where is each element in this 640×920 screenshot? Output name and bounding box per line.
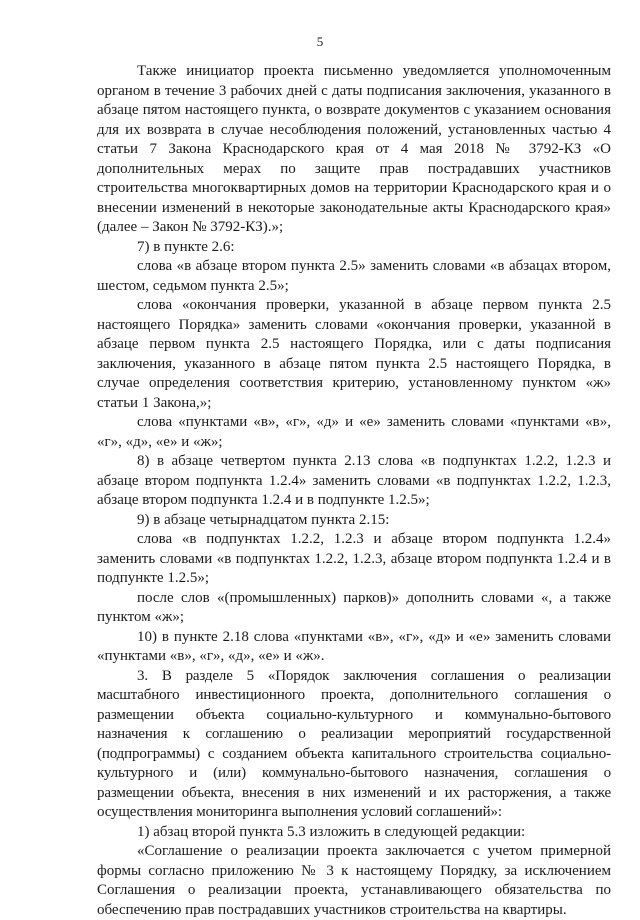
document-body xyxy=(97,62,611,920)
paragraph-item-9-heading: 9) в абзаце четырнадцатом пункта 2.15: xyxy=(137,511,390,528)
paragraph-item-8: 8) в абзаце четвертом пункта 2.13 слова «в подпунктах 1.2.2, 1.2.3 и абзаце втором подпункта 1.2.4» заменить словами «в подпунктах 1.2.2, 1.2.3, абзаце втором подпункта 1.2.4 и в подпункте 1.2.5»; xyxy=(97,453,611,508)
paragraph-item-9-words-2: после слов «(промышленных) парков)» дополнить словами «, а также пунктом «ж»; xyxy=(97,589,611,625)
page-number: 5 xyxy=(316,34,324,49)
paragraph-item-7-words-1: слова «в абзаце втором пункта 2.5» заменить словами «в абзацах втором, шестом, седьмом пункта 2.5»; xyxy=(97,258,611,294)
paragraph-section-5-item-1: 1) абзац второй пункта 5.3 изложить в следующей редакции: xyxy=(137,823,526,840)
paragraph-item-10: 10) в пункте 2.18 слова «пунктами «в», «г», «д» и «е» заменить словами «пунктами «в», «г», «д», «е» и «ж». xyxy=(97,628,611,664)
paragraph-section-5: 3. В разделе 5 «Порядок заключения соглашения о реализации масштабного инвестиционного проекта, дополнительного соглашения о размещении объекта социально-культурного и коммунально-бытового назначения к соглашению о реализации мероприятий государственной (подпрограммы) с созданием объекта капитального строительства социально-культурного и (или) коммунально-бытового назначения, соглашения о размещении объекта, внесения в них изменений и их расторжения, а также осуществления мониторинга выполнения условий соглашений»: xyxy=(97,667,611,820)
paragraph-agreement-text: «Соглашение о реализации проекта заключается с учетом примерной формы согласно приложению № 3 к настоящему Порядку, за исключением Соглашения о реализации проекта, устанавливающего обязательства по обеспечению прав пострадавших участников строительства на квартиры. xyxy=(97,843,611,918)
paragraph-item-7-words-3: слова «пунктами «в», «г», «д» и «е» заменить словами «пунктами «в», «г», «д», «е» и «ж»; xyxy=(97,414,611,450)
paragraph-return-notice: Также инициатор проекта письменно уведомляется уполномоченным органом в течение 3 рабочих дней с даты подписания заключения, указанного в абзаце пятом настоящего пункта, о возврате документов с указанием основания для их возврата в случае несоблюдения положений, установленных частью 4 статьи 7 Закона Краснодарского края от 4 мая 2018 № 3792-КЗ «О дополнительных мерах по защите прав пострадавших участников строительства многоквартирных домов на территории Краснодарского края и о внесении изменений в некоторые законодательные акты Краснодарского края» (далее – Закон № 3792-КЗ).»; xyxy=(97,63,611,235)
paragraph-item-9-words-1: слова «в подпунктах 1.2.2, 1.2.3 и абзаце втором подпункта 1.2.4» заменить словами «в подпунктах 1.2.2, 1.2.3, абзаце втором подпункта 1.2.4 и в подпункте 1.2.5»; xyxy=(97,531,611,586)
paragraph-item-7-words-2: слова «окончания проверки, указанной в абзаце первом пункта 2.5 настоящего Порядка» заменить словами «окончания проверки, указанной в абзаце первом пункта 2.5 настоящего Порядка, или с даты подписания заключения, указанного в абзаце пятом пункта 2.5 настоящего Порядка, в случае определения соответствия критерию, установленному пунктом «ж» статьи 1 Закона,»; xyxy=(97,297,611,411)
paragraph-item-7-heading: 7) в пункте 2.6: xyxy=(137,238,235,255)
